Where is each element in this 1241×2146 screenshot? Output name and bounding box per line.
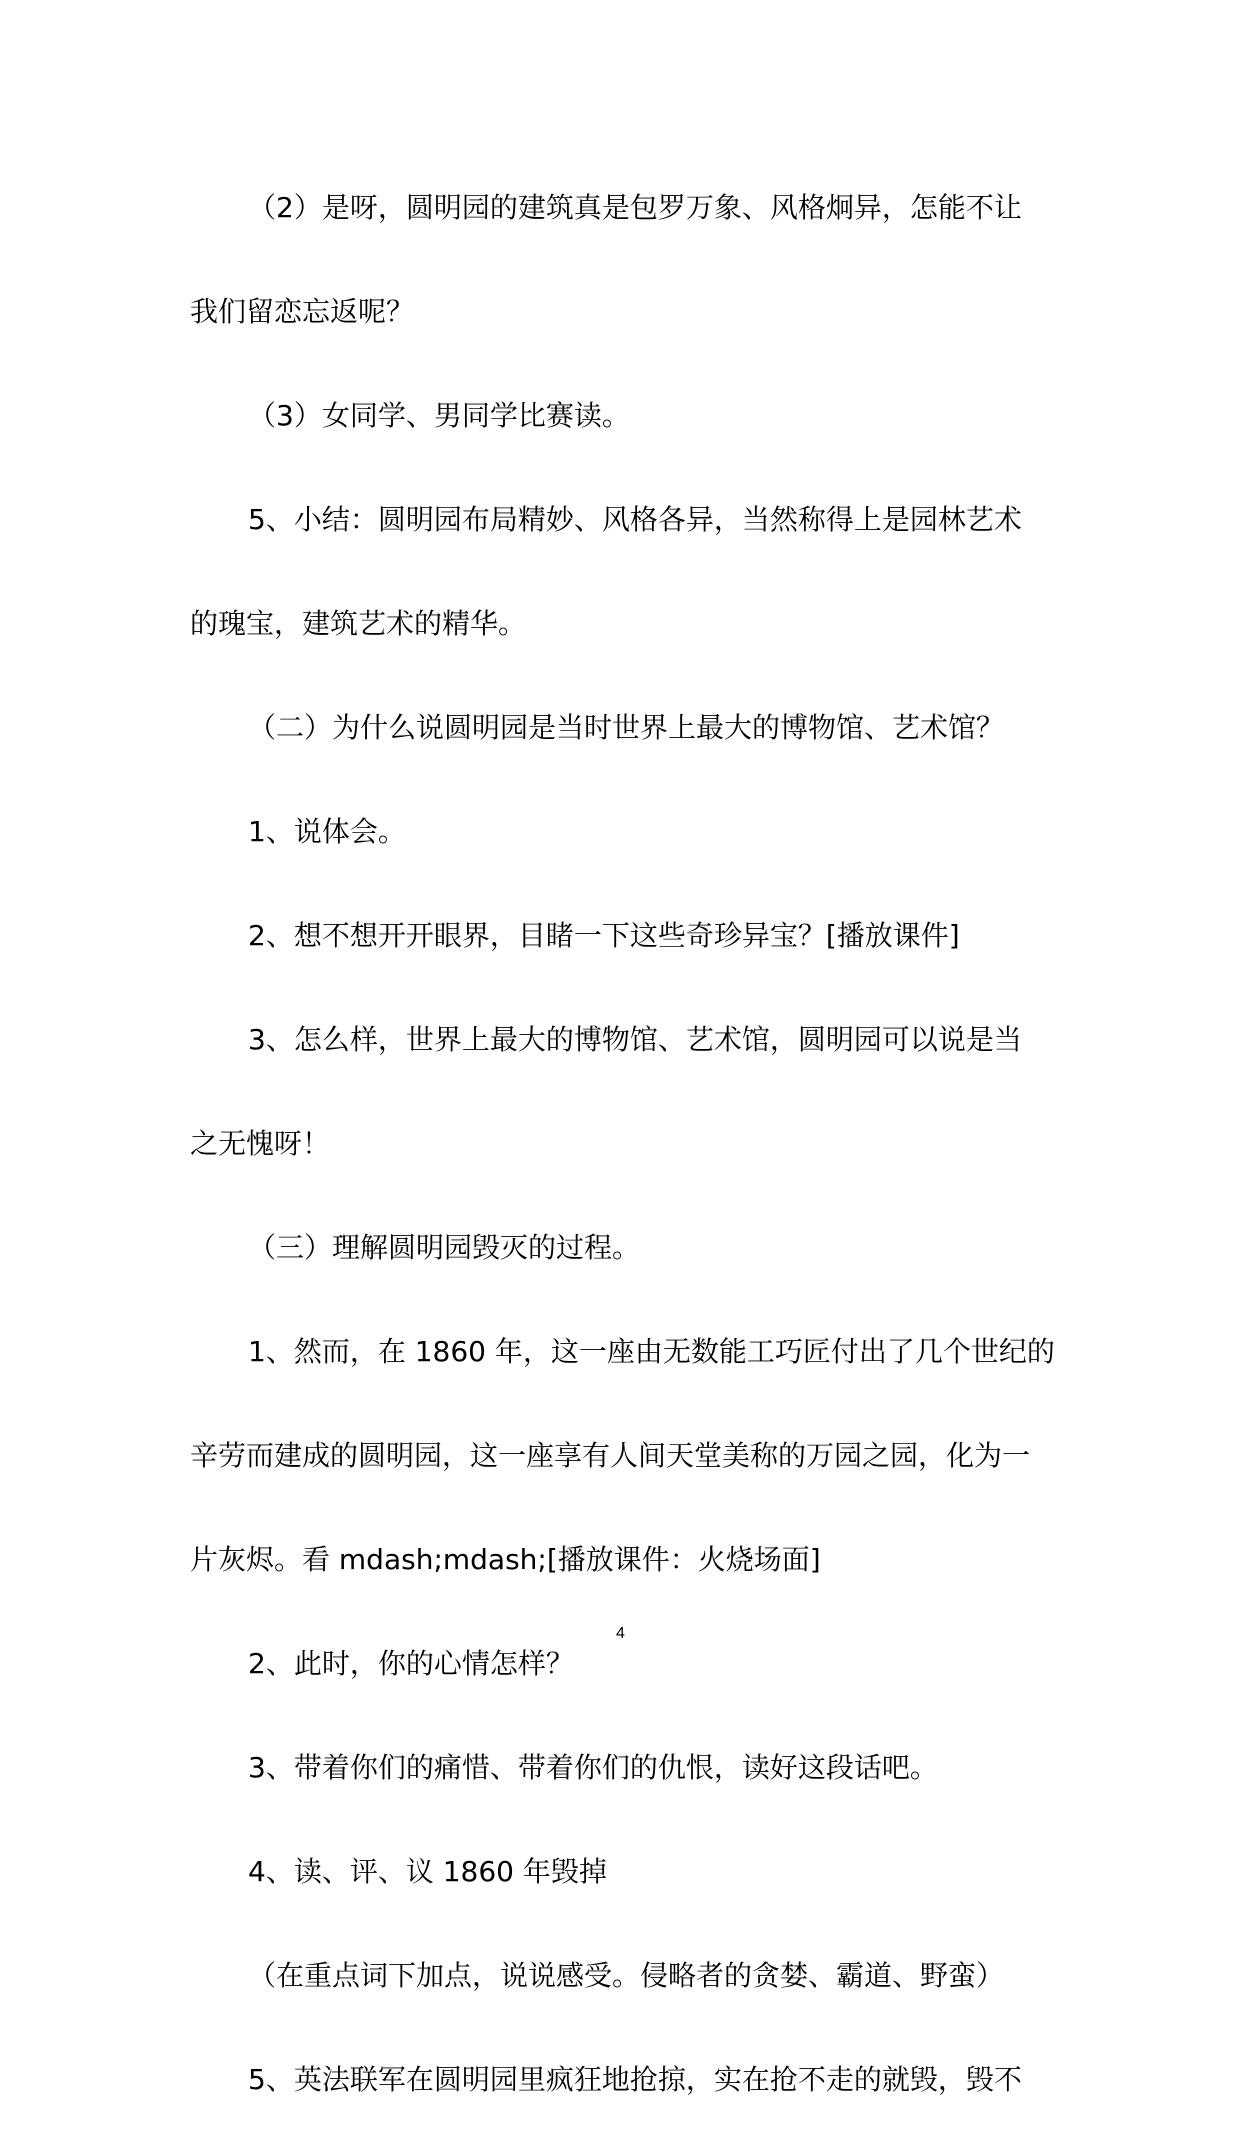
paragraph-line: 辛劳而建成的圆明园，这一座享有人间天堂美称的万园之园，化为一 [190,1439,1031,1472]
paragraph-line: 2、此时，你的心情怎样？ [248,1647,574,1680]
paragraph-line: 之无愧呀！ [190,1127,331,1160]
paragraph-line: 5、小结：圆明园布局精妙、风格各异，当然称得上是园林艺术 [248,503,1022,536]
paragraph-line: 3、怎么样，世界上最大的博物馆、艺术馆，圆明园可以说是当 [248,1023,1022,1056]
document-body [190,142,1055,2146]
paragraph-line: 1、说体会。 [248,815,406,848]
paragraph-line: 4、读、评、议 1860 年毁掉 [248,1855,607,1888]
page-number: 4 [616,1625,625,1642]
paragraph-line: 2、想不想开开眼界，目睹一下这些奇珍异宝？[播放课件] [248,919,960,952]
paragraph-line: （在重点词下加点，说说感受。侵略者的贪婪、霸道、野蛮） [248,1959,1005,1992]
paragraph-line: 5、英法联军在圆明园里疯狂地抢掠，实在抢不走的就毁，毁不 [248,2063,1022,2096]
paragraph-line: 片灰烬。看 mdash;mdash;[播放课件：火烧场面] [190,1543,821,1576]
paragraph-line: 我们留恋忘返呢？ [190,295,415,328]
paragraph-line: （2）是呀，圆明园的建筑真是包罗万象、风格炯异，怎能不让 [248,191,1022,224]
paragraph-line: 1、然而，在 1860 年，这一座由无数能工巧匠付出了几个世纪的 [248,1335,1055,1368]
paragraph-line: （3）女同学、男同学比赛读。 [248,399,630,432]
paragraph-line: 的瑰宝，建筑艺术的精华。 [190,607,527,640]
paragraph-line: 3、带着你们的痛惜、带着你们的仇恨，读好这段话吧。 [248,1751,938,1784]
section-heading: （三）理解圆明园毁灭的过程。 [248,1231,641,1264]
section-heading: （二）为什么说圆明园是当时世界上最大的博物馆、艺术馆？ [248,711,1005,744]
